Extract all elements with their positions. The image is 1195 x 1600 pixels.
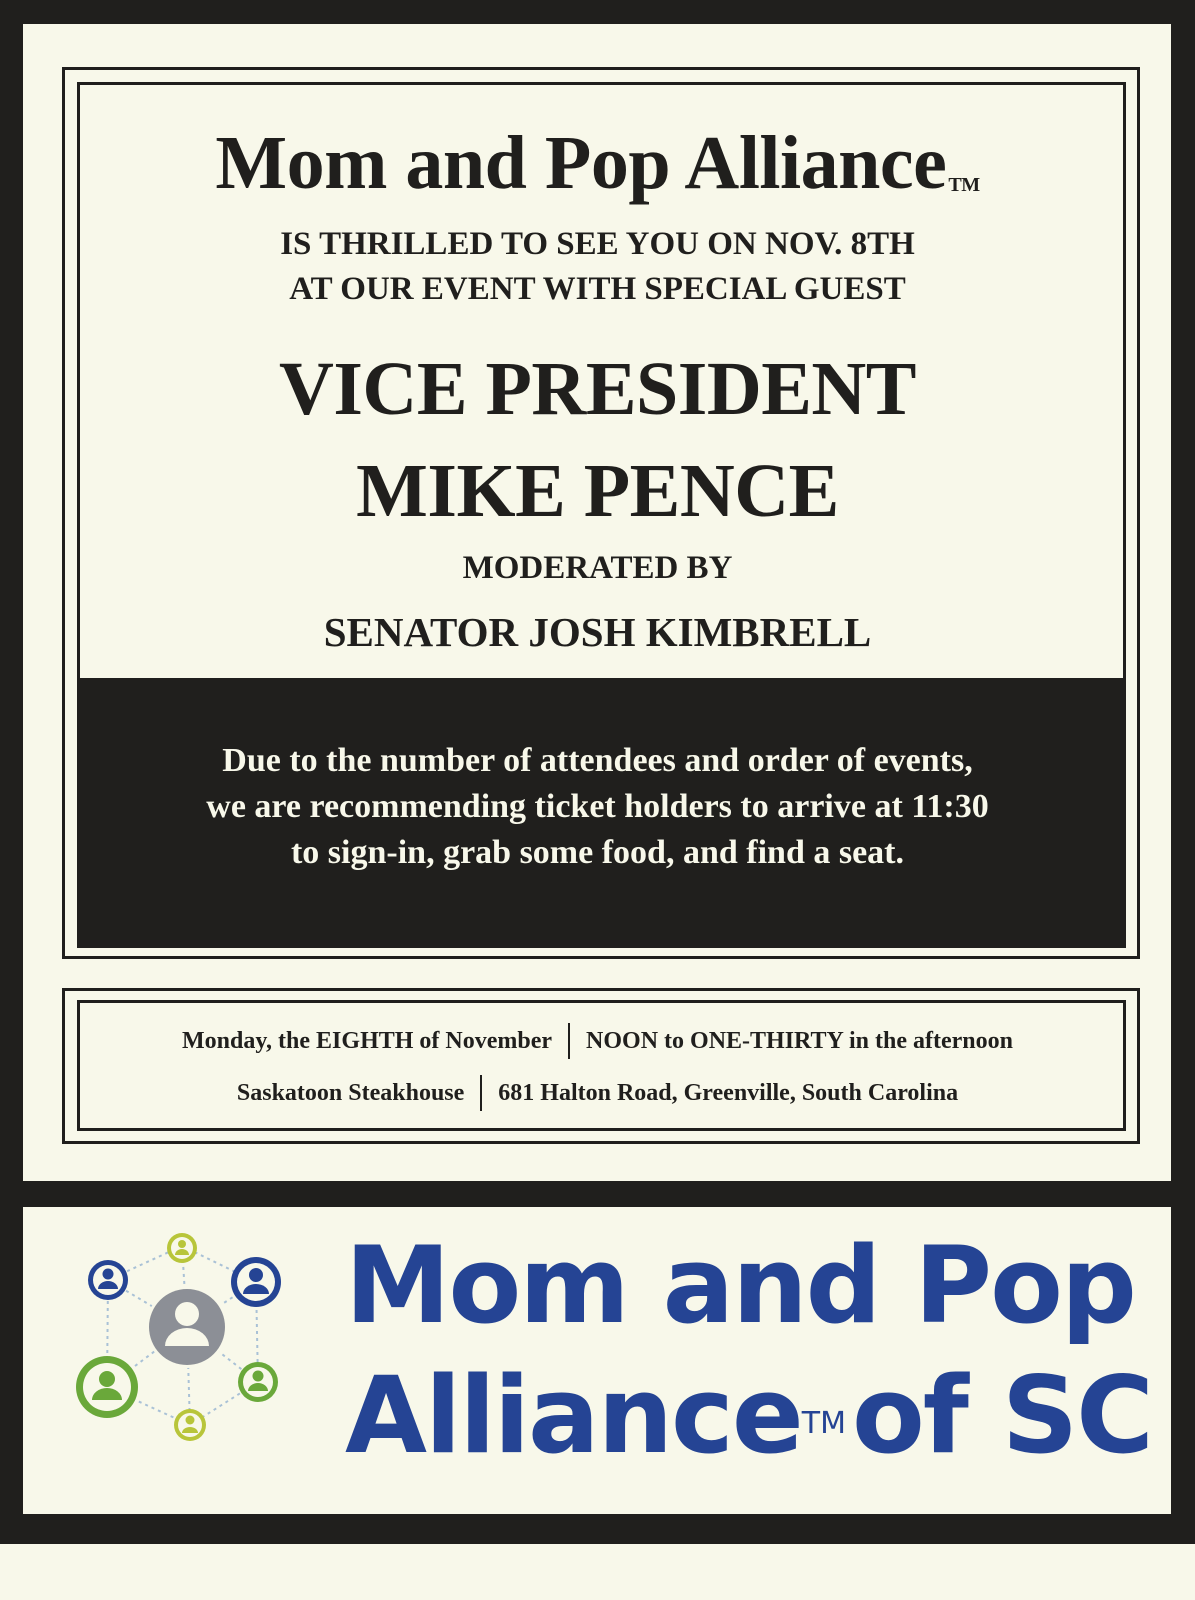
divider xyxy=(480,1075,482,1111)
invite-subtitle-line2: AT OUR EVENT WITH SPECIAL GUEST xyxy=(289,271,906,307)
event-time: NOON to ONE-THIRTY in the afternoon xyxy=(586,1027,1013,1054)
invite-title: Mom and Pop Alliance ™ xyxy=(215,121,980,205)
logo-text-line2: Alliance™of SC xyxy=(345,1354,1152,1477)
guest-name: MIKE PENCE xyxy=(356,449,839,533)
moderator-name: SENATOR JOSH KIMBRELL xyxy=(323,609,872,655)
people-network-icon xyxy=(75,1232,295,1462)
person-node-icon xyxy=(174,1409,206,1441)
person-node-icon xyxy=(231,1257,281,1307)
details-row-location xyxy=(0,1073,1195,1113)
details-row-datetime xyxy=(0,1021,1195,1061)
event-date: Monday, the EIGHTH of November xyxy=(182,1027,553,1054)
person-node-icon xyxy=(146,1286,228,1368)
notice-line2: we are recommending ticket holders to arrive at 11:30 xyxy=(206,788,989,825)
invite-subtitle-line1: IS THRILLED TO SEE YOU ON NOV. 8TH xyxy=(280,226,915,262)
person-node-icon xyxy=(76,1356,138,1418)
person-node-icon xyxy=(238,1362,278,1402)
moderated-label: MODERATED BY xyxy=(462,550,733,586)
person-node-icon xyxy=(167,1233,197,1263)
divider xyxy=(568,1023,570,1059)
trademark-mark: TM xyxy=(948,174,980,196)
event-address: 681 Halton Road, Greenville, South Carolina xyxy=(498,1079,959,1106)
guest-title: VICE PRESIDENT xyxy=(278,347,917,431)
event-venue: Saskatoon Steakhouse xyxy=(236,1079,465,1106)
notice-line1: Due to the number of attendees and order of events, xyxy=(222,742,973,779)
logo-trademark: TM xyxy=(801,1406,846,1441)
notice-line3: to sign-in, grab some food, and find a seat. xyxy=(290,834,904,871)
logo-text-line1: Mom and Pop xyxy=(345,1224,1135,1347)
person-node-icon xyxy=(88,1260,128,1300)
